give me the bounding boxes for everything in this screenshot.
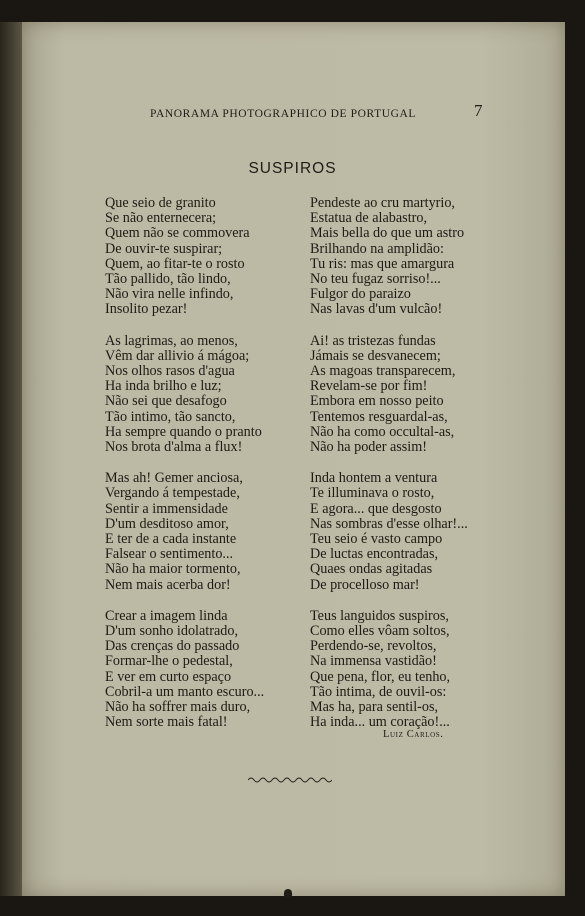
running-head: PANORAMA PHOTOGRAPHICO DE PORTUGAL [150,108,417,120]
verse-line: Quem, ao fitar-te o rosto [105,255,245,272]
verse-line: Revelam-se por fim! [310,378,428,395]
verse-line: Teu seio é vasto campo [310,531,443,548]
verse-line: Ha inda... um coração!... [310,714,450,731]
book-spine-shadow [0,22,22,896]
verse-line: Brilhando na amplidão: [310,240,444,257]
verse-line: Nem mais acerba dor! [105,576,231,593]
verse-line: Nos brota d'alma a flux! [105,439,243,456]
verse-line: Que seio de granito [105,195,216,211]
verse-line: De luctas encontradas, [310,546,439,563]
poem-left-column [105,196,264,747]
verse-line: Formar-lhe o pedestal, [105,653,233,670]
verse-line: E agora... que desgosto [310,500,442,517]
verse-line: Nem sorte mais fatal! [105,714,228,731]
verse-line: Na immensa vastidão! [310,653,437,670]
stanza [105,196,264,318]
verse-line: Cobril-a um manto escuro... [105,683,265,700]
verse-line: D'um desditoso amor, [105,515,229,532]
verse-line: Nas sombras d'esse olhar!... [310,515,468,532]
poem-right-column [310,196,468,747]
verse-line: Ai! as tristezas fundas [310,332,436,349]
verse-line: Quem não se commovera [105,225,250,242]
verse-line: De ouvir-te suspirar; [105,240,223,257]
verse-line: Das crenças do passado [105,638,240,655]
verse-line: Estatua de alabastro, [310,210,427,227]
poem-title: SUSPIROS [248,160,337,177]
verse-line: Ha inda brilho e luz; [105,378,222,395]
verse-line: Mais bella do que um astro [310,225,465,242]
verse-line: E ter de a cada instante [105,531,237,548]
verse-line: Tu ris: mas que amargura [310,255,455,272]
author-signature: Luiz Carlos. [383,729,444,740]
book-page [22,22,565,896]
verse-line: Não vira nelle infindo, [105,286,234,303]
verse-line: Tão pallido, tão lindo, [105,271,231,288]
verse-line: Como elles vôam soltos, [310,623,450,640]
verse-line: Teus languidos suspiros, [310,607,449,624]
verse-line: No teu fugaz sorriso!... [310,271,441,288]
stanza [310,609,468,731]
page-number: 7 [474,101,483,120]
verse-line: Inda hontem a ventura [310,470,438,487]
verse-line: Sentir a immensidade [105,500,228,517]
binding-mark [284,889,292,897]
verse-line: Falsear o sentimento... [105,546,234,563]
verse-line: Se não enternecera; [105,210,217,227]
verse-line: Embora em nosso peito [310,393,444,410]
verse-line: Vêm dar allivio á mágoa; [105,347,250,364]
verse-line: Pendeste ao cru martyrio, [310,195,455,211]
verse-line: Insolito pezar! [105,301,188,318]
verse-line: Quaes ondas agitadas [310,561,433,578]
verse-line: Que pena, flor, eu tenho, [310,668,451,685]
verse-line: Nas lavas d'um vulcão! [310,301,443,318]
stanza [105,609,264,731]
stanza [310,334,468,456]
verse-line: Jámais se desvanecem; [310,347,441,364]
verse-line: Não ha como occultal-as, [310,423,455,440]
stanza [105,334,264,456]
verse-line: E ver em curto espaço [105,668,232,685]
verse-line: Não ha soffrer mais duro, [105,699,251,716]
verse-line: Tão intima, de ouvil-os: [310,683,447,700]
stanza [310,196,468,318]
verse-line: Não sei que desafogo [105,393,227,410]
wavy-divider-ornament [248,776,332,784]
verse-line: Fulgor do paraizo [310,286,411,303]
verse-line: Mas ha, para sentil-os, [310,699,439,716]
verse-line: Vergando á tempestade, [105,485,240,502]
verse-line: As magoas transparecem, [310,363,456,380]
verse-line: Te illuminava o rosto, [310,485,435,502]
verse-line: Tão intimo, tão sancto, [105,408,236,425]
verse-line: Não ha maior tormento, [105,561,241,578]
verse-line: Perdendo-se, revoltos, [310,638,437,655]
stanza [105,471,264,593]
verse-line: Tentemos resguardal-as, [310,408,448,425]
verse-line: Mas ah! Gemer anciosa, [105,470,243,487]
verse-line: De procelloso mar! [310,576,420,593]
verse-line: Nos olhos rasos d'agua [105,363,235,380]
verse-line: As lagrimas, ao menos, [105,332,238,349]
verse-line: Ha sempre quando o pranto [105,423,262,440]
verse-line: Crear a imagem linda [105,607,228,624]
verse-line: D'um sonho idolatrado, [105,623,238,640]
verse-line: Não ha poder assim! [310,439,428,456]
stanza [310,471,468,593]
